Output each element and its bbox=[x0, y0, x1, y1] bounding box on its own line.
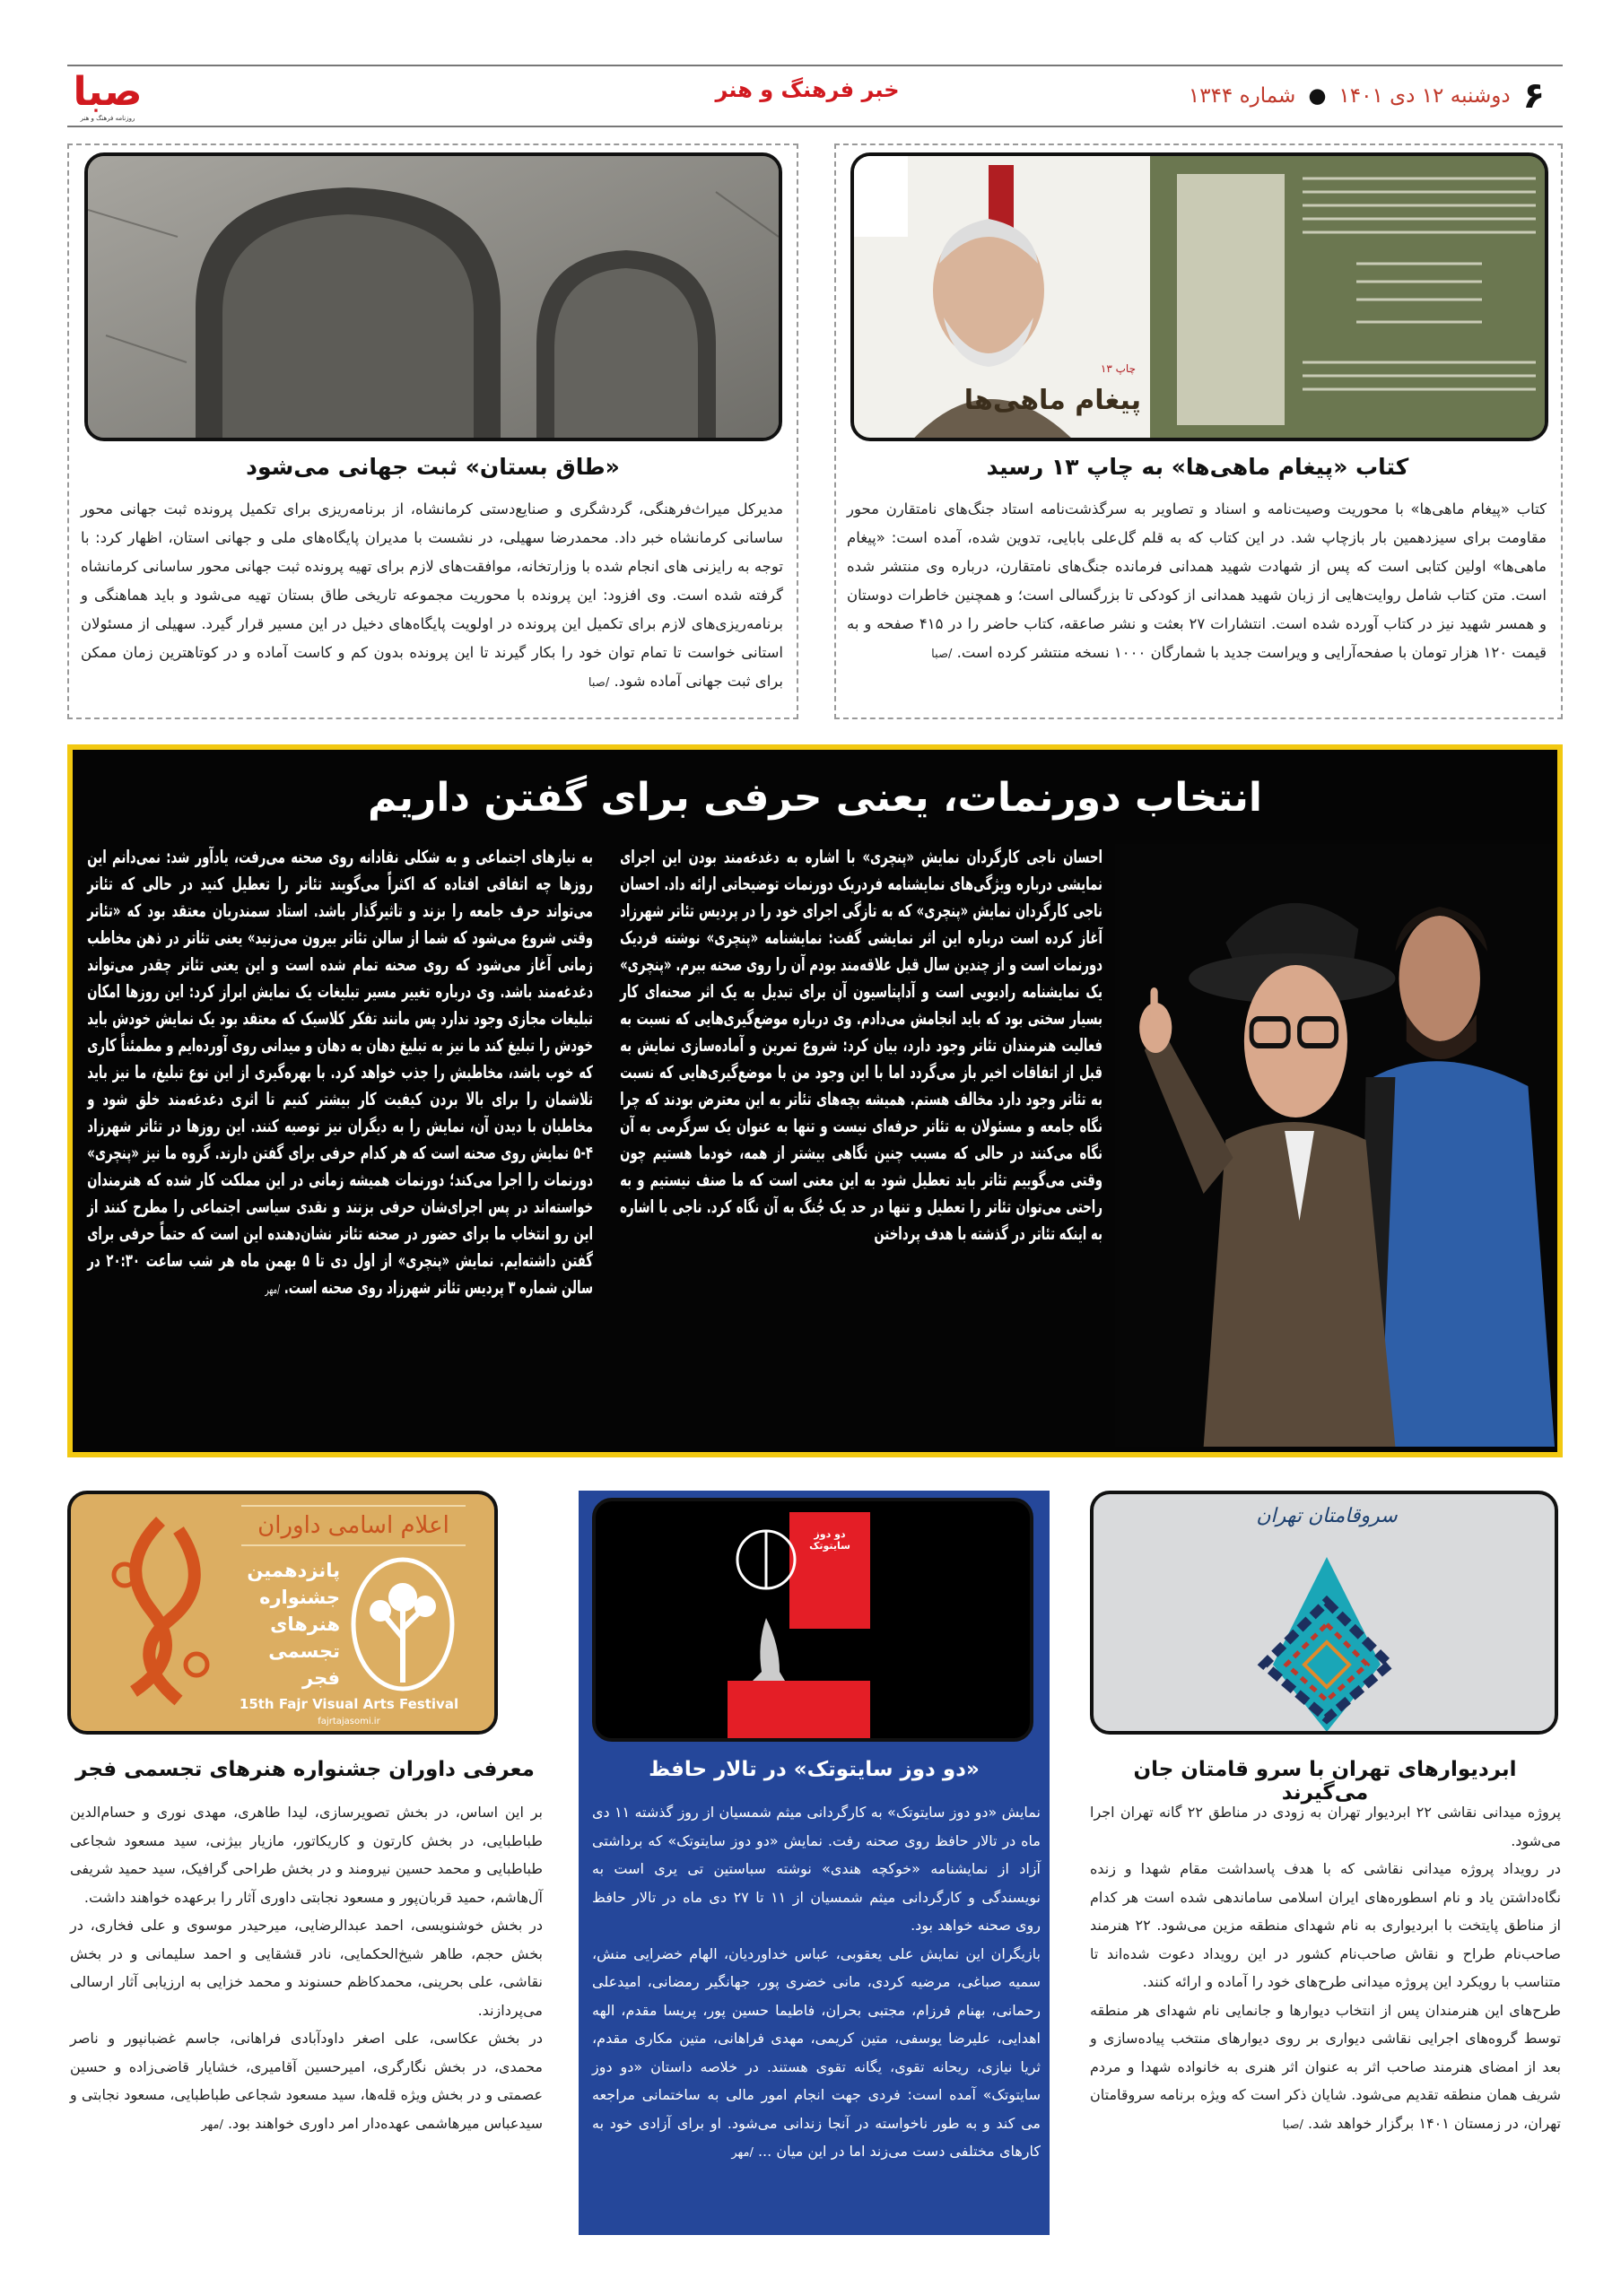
fajr-poster bbox=[67, 1491, 498, 1735]
taq-bostan-body bbox=[81, 495, 783, 698]
diamond-pattern-illustration bbox=[1228, 1539, 1425, 1735]
paragraph: در بخش خوشنویسی، احمد عبدالرضایی، میرحیدر موسوی و علی فخاری، در بخش حجم، طاهر شیخ‌الحکمایی، نادر قشقایی و احمد سلیمانی و در بخش نقاشی، علی بحرینی، محمدکاظم حسنوند و محمد خزایی به ارزیابی آثار ارسالی می‌پردازند. bbox=[70, 1917, 543, 2019]
feature-col-right-text: احسان ناجی کارگردان نمایش «پنچری» با اشاره به دغدغه‌مند بودن این اجرای نمایشی درباره ویژگی‌های نمایشنامه فردریک دورنمات توضیحاتی ارائه داد. احسان ناجی کارگردان نمایش «پنچری» که به تازگی اجرای خود را در پردیس تئاتر شهرزاد آغاز کرده است درباره این اثر نمایشی گفت: نمایشنامه «پنچری» نوشته فردیک دورنمات است و از چندین سال قبل علاقه‌مند بودم آن را روی صحنه ببرم. «پنچری» یک نمایشنامه رادیویی است و آداپتاسیون آن برای تبدیل به یک اثر صحنه‌ای کار بسیار سختی بود که باید انجامش می‌دادم. وی درباره موضع‌گیری‌هایی که نسبت به فعالیت هنرمندان تئاتر وجود دارد، بیان کرد: شروع تمرین و آماده‌سازی نمایش به قبل از اتفاقات اخیر باز می‌گردد اما با این وجود من با موضع‌گیری‌هایی که نسبت به تئاتر وجود دارد مخالف هستم. همیشه بچه‌های تئاتر به این معترض بودند که چرا نگاه جامعه و مسئولان به تئاتر حرفه‌ای نیست و تنها به عنوان یک سرگرمی به آن نگاه می‌کنند در حالی که مسبب چنین نگاهی بیشتر از همه، خودما هستیم چون وقتی می‌گوییم تئاتر باید تعطیل شود به این معنی است که ما صنف نیستیم و به راحتی می‌توان تئاتر را تعطیل و تنها در حد یک جُنگ به آن نگاه کرد. ناجی با اشاره به اینکه تئاتر در گذشته با هدف پرداختن bbox=[620, 847, 1102, 1244]
taq-body-text: مدیرکل میراث‌فرهنگی، گردشگری و صنایع‌دستی کرمانشاه، از برنامه‌ریزی برای تکمیل پرونده ثبت جهانی محور ساسانی کرمانشاه خبر داد. محمدرضا سهیلی، در نشست با مدیران پایگاه‌های ملی و جهانی استان، اظهار کرد: با توجه به رایزنی های انجام شده با وزارتخانه، موافقت‌های لازم برای تهیه پرونده ثبت جهانی محور ساسانی کرمانشاه گرفته شده است. وی افزود: این پرونده با محوریت مجموعه تاریخی طاق بستان تهیه می‌شود و باید هماهنگی و برنامه‌ریزی‌های لازم برای تکمیل این پرونده در اولویت پایگاه‌های دخیل در این مسیر قرار گیرد. سهیلی از مسئولان استانی خواست تا تمام توان خود را بکار گیرند تا این پرونده بدون کم و کاست آماده و در کوتاهترین زمان ممکن برای ثبت جهانی آماده شود. bbox=[81, 500, 783, 690]
poster-title: سروقامتان تهران bbox=[1256, 1505, 1398, 1527]
taq-bostan-headline: «طاق بستان» ثبت جهانی می‌شود bbox=[246, 454, 620, 480]
ornament-illustration bbox=[98, 1512, 223, 1709]
source-label: /صبا bbox=[931, 648, 953, 661]
paragraph: طرح‌های این هنرمندان پس از انتخاب دیوارها و جانمایی نام شهدای هر منطقه توسط گروه‌های اجرایی نقاشی دیواری بر روی دیوارهای منتخب پیاده‌سازی و بعد از امضای هنرمند صاحب اثر به عنوان اثر هنری به خانواده شهدا و مردم شریف همان منطقه تقدیم می‌شود. شایان ذکر است که ویژه برنامه سروقامتان تهران، در زمستان ۱۴۰۱ برگزار خواهد شد. bbox=[1090, 2001, 1561, 2132]
top-rule bbox=[67, 65, 1563, 66]
source-label: /صبا bbox=[1282, 2118, 1303, 2132]
paragraph: بازیگران این نمایش علی یعقوبی، عباس خداوردیان، الهام خضرایی منش، سمیه صباغی، مرضیه کردی، مانی خضری پور، جهانگیر رمضانی، امیدعلی رحمانی، بهنام فرزام، مجتبی بحران، فاطیما حسین پور، پریسا مقدم، الهه اهدایی، علیرضا یوسفی، متین کریمی، مهدی فراهانی، متین مکاری مقدم، ثریا نیازی، ریحانه تقوی، یگانه تقوی هستند. در خلاصه داستان «دو دوز سایتوتک» آمده است: فردی جهت انجام امور مالی به ساختمانی مراجعه می کند و به طور ناخواسته در آنجا زندانی می‌شود. او برای آزادی خود به کارهای مختلفی دست می‌زند اما در این میان ... bbox=[592, 1944, 1041, 2160]
feature-col-left bbox=[87, 844, 593, 1304]
book-cover-image bbox=[850, 152, 1548, 441]
poster-title: پانزدهمین جشنواره هنرهای تجسمی فجر bbox=[247, 1560, 340, 1689]
murals-poster bbox=[1090, 1491, 1558, 1735]
poster-heading: اعلام اسامی داوران bbox=[241, 1505, 466, 1546]
play-headline: «دو دوز سایتوتک» در تالار حافظ bbox=[649, 1758, 980, 1781]
fajr-headline: معرفی داوران جشنواره هنرهای تجسمی فجر bbox=[75, 1758, 535, 1781]
dateline bbox=[1189, 75, 1545, 117]
taq-bostan-image bbox=[84, 152, 782, 441]
book-headline: کتاب «پیغام ماهی‌ها» به چاپ ۱۳ رسید bbox=[986, 454, 1409, 480]
paragraph: نمایش «دو دوز سایتوتک» به کارگردانی میثم شمسیان از روز گذشته ۱۱ دی ماه در تالار حافظ روی صحنه رفت. نمایش «دو دوز سایتوتک» که برداشتی آزاد از نمایشنامه «خوکچه هندی» نوشته سباستین تی یری است به نویسندگی و کارگردانی میثم شمسیان از ۱۱ تا ۲۷ دی ماه در تالار حافظ روی صحنه خواهد بود. bbox=[592, 1804, 1041, 1934]
play-poster bbox=[592, 1498, 1033, 1742]
section-title: خبر فرهنگ و هنر bbox=[715, 77, 900, 102]
rock-arches-illustration bbox=[88, 156, 782, 441]
newspaper-logo[interactable] bbox=[63, 70, 153, 124]
book-body-text: کتاب «پیغام ماهی‌ها» با محوریت وصیت‌نامه و اسناد و تصاویر به سرگذشت‌نامه استاد جنگ‌های نامتقارن محور مقاومت برای سیزدهمین بار بازچاپ شد. در این کتاب که به قلم گل‌علی بابایی، تدوین شده، آمده است: «پیغام ماهی‌ها» اولین کتابی است که پس از شهادت شهید همدانی فرمانده جنگ‌های نامتقارن، درباره وی منتشر شده است. متن کتاب شامل روایت‌هایی از زبان شهید همدانی از کودکی تا بزرگسالی است؛ و همچنین خاطرات دوستان و همسر شهید نیز در کتاب آورده شده است. انتشارات ۲۷ بعثت و نشر صاعقه، کتاب حاضر را در ۴۱۵ صفحه و به قیمت ۱۲۰ هزار تومان با صفحه‌آرایی و ویراست جدید با شمارگان ۱۰۰۰ نسخه منتشر کرده است. bbox=[847, 500, 1547, 661]
source-label: /مهر bbox=[201, 2118, 223, 2132]
poster-english-title: 15th Fajr Visual Arts Festival bbox=[239, 1696, 459, 1712]
poster-figure-illustration bbox=[735, 1519, 797, 1708]
feature-headline: انتخاب دورنمات، یعنی حرفی برای گفتن داریم bbox=[367, 775, 1263, 821]
poster-play-title: دو دوز سایتوتک bbox=[809, 1528, 850, 1552]
book-body bbox=[847, 495, 1547, 669]
feature-col-left-text: به نیازهای اجتماعی و به شکلی نقادانه روی صحنه می‌رفت، یادآور شد: نمی‌دانم این روزها چه اتفاقی افتاده که اکثراً می‌گویند تئاتر را تعطیل کنید در حالی که تئاتر می‌تواند حرف جامعه را بزند و تاثیرگذار باشد. استاد سمندریان معتقد بود که «تئاتر وقتی شروع می‌شود که شما از سالن تئاتر بیرون می‌زنید» یعنی تئاتر در ذهن مخاطب زمانی آغاز می‌شود که روی صحنه تمام شده است و این یعنی تئاتر چقدر می‌تواند دغدغه‌مند باشد. وی درباره تغییر مسیر تبلیغات یک نمایش ابراز کرد: این روزها امکان تبلیغات مجازی وجود ندارد پس مانند تفکر کلاسیک که معتقد بود یک نمایش خودش باید خودش را تبلیغ کند ما نیز به تبلیغ دهان به دهان و میدانی روی آورده‌ایم و مطمئناً کاری که خوب باشد، مخاطبش را جذب خواهد کرد. با بهره‌گیری از این نوع تبلیغ، ما نیز باید تلاشمان را برای بالا بردن کیفیت کار بیشتر کنیم تا اثری دغدغه‌مند خلق شود و مخاطبان با دیدن آن، نمایش را به دیگران نیز توصیه کنند. این روزها در تئاتر شهرزاد ۴-۵ نمایش روی صحنه است که هر کدام حرفی برای گفتن دارند. گروه ما نیز «پنچری» دورنمات را اجرا می‌کند؛ دورنمات همیشه زمانی در این مملکت کار شده که هنرمندان خواسته‌اند در پس اجرای‌شان حرفی بزنند و نقدی سیاسی اجتماعی را مطرح کنند از این رو انتخاب ما برای حضور در صحنه تئاتر نشان‌دهنده این است که حتماً حرفی برای گفتن داشته‌ایم. نمایش «پنچری» از اول دی تا ۵ بهمن ماه هر شب ساعت ۲۰:۳۰ در سالن شماره ۳ پردیس تئاتر شهرزاد روی صحنه است. bbox=[87, 847, 593, 1298]
murals-body bbox=[1090, 1798, 1561, 2139]
paragraph: پروژه میدانی نقاشی ۲۲ ابردیوار تهران به زودی در مناطق ۲۲ گانه تهران اجرا می‌شود. bbox=[1090, 1804, 1561, 1849]
poster-url: fajrtajasomi.ir bbox=[318, 1717, 380, 1726]
murals-headline: ابردیوارهای تهران با سرو قامتان جان می‌گیرند bbox=[1133, 1758, 1517, 1805]
paragraph: در بخش عکاسی، علی اصغر داودآبادی فراهانی، جاسم غضبانپور و ناصر محمدی، در بخش نگارگری، امیرحسین آقامیری، خشایار قاضی‌زاده و حسین عصمتی و در بخش ویژه قله‌ها، سید مسعود شجاعی طباطبایی، مسعود نجابتی و سیدعباس میرهاشمی عهده‌دار امر داوری خواهند بود. bbox=[70, 2030, 543, 2132]
fajr-body bbox=[70, 1798, 543, 2139]
issue-number: شماره ۱۳۴۴ bbox=[1188, 84, 1296, 108]
logo-text: صبا bbox=[73, 69, 143, 115]
paragraph: بر این اساس، در بخش تصویرسازی، لیدا طاهری، مهدی نوری و حسام‌الدین طباطبایی، در بخش کارتون و کاریکاتور، مازیار بیژنی، سید مسعود شجاعی طباطبایی و محمد حسین نیرومند و در بخش طراحی گرافیک، سید حمید شریفی آل‌هاشم، حمید قربان‌پور و مسعود نجابتی داوری آثار را برعهده خواهند داشت. bbox=[70, 1804, 543, 1906]
bullet-icon: ● bbox=[1308, 84, 1327, 108]
logo-tagline: روزنامه فرهنگ و هنر bbox=[80, 115, 135, 122]
actors-photo bbox=[1115, 844, 1555, 1447]
feature-article bbox=[67, 744, 1563, 1457]
date: دوشنبه ۱۲ دی ۱۴۰۱ bbox=[1338, 84, 1511, 108]
poster-red-footer bbox=[728, 1681, 870, 1738]
paragraph: در رویداد پروژه میدانی نقاشی که با هدف پاسداشت مقام شهدا و زنده نگاه‌داشتن یاد و نام اسطوره‌های ایران اسلامی ساماندهی شده است هر کدام از مناطق پایتخت با ابردیواری به نام شهدای منطقه مزین می‌شود. ۲۲ هنرمند صاحب‌نام طراح و نقاش صاحب‌نام کشور در این رویداد دعوت شده‌اند تا متناسب با رویکرد این پروژه میدانی طرح‌های خود را آماده و ارائه کنند. bbox=[1090, 1860, 1562, 1990]
source-label: /مهر bbox=[265, 1283, 281, 1297]
tree-logo-icon bbox=[349, 1557, 457, 1692]
play-body bbox=[592, 1798, 1041, 2168]
feature-col-right bbox=[620, 844, 1102, 1248]
book-cover-title: پیغام ماهی‌ها bbox=[963, 385, 1141, 416]
book-cover-edition: چاپ ۱۳ bbox=[1100, 362, 1136, 375]
source-label: /صبا bbox=[588, 676, 610, 690]
source-label: /مهر bbox=[731, 2146, 754, 2160]
page-number: ۶ bbox=[1522, 75, 1545, 117]
book-cover-illustration bbox=[854, 156, 1548, 441]
header-rule bbox=[67, 126, 1563, 127]
